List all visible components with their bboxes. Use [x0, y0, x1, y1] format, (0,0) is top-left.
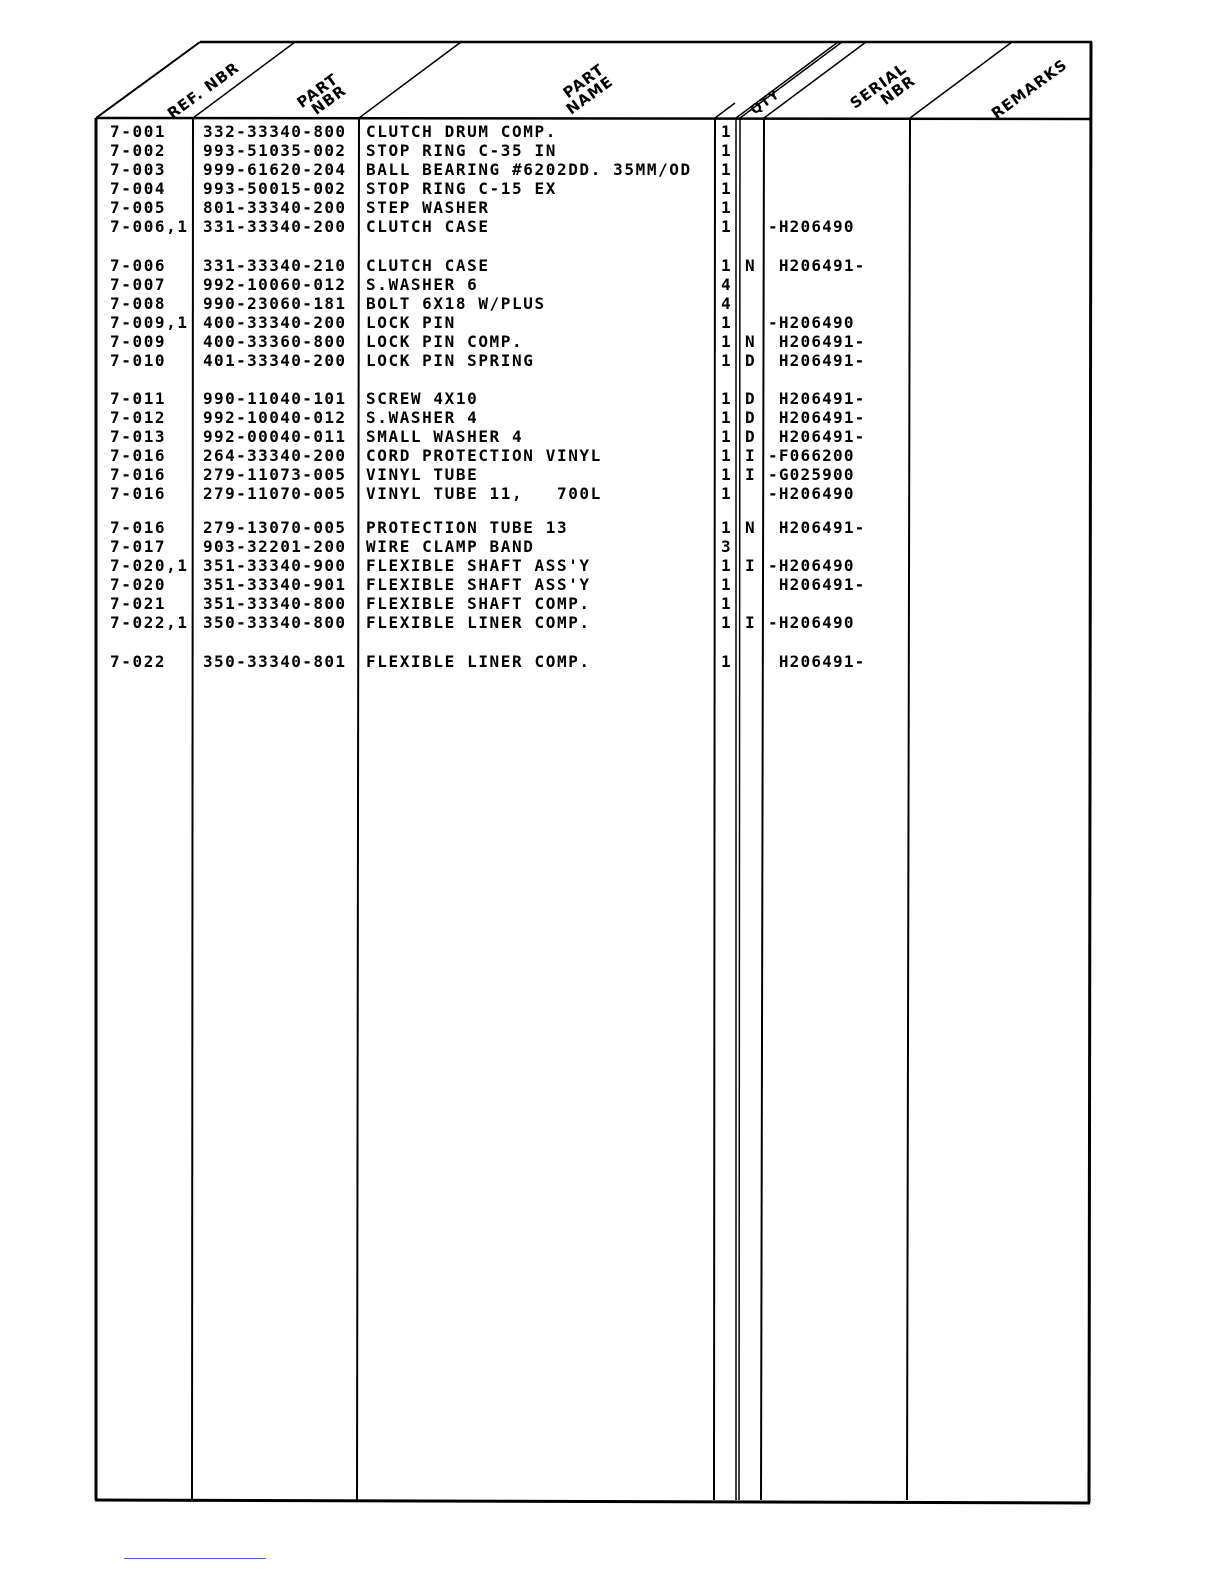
part-name-cell: STEP WASHER	[366, 198, 490, 217]
ref-cell: 7-004	[110, 179, 167, 198]
ref-cell: 7-012	[110, 408, 167, 427]
part-name-cell: SCREW 4X10	[366, 389, 479, 408]
table-row	[0, 427, 1224, 446]
table-row	[0, 613, 1224, 632]
ref-cell: 7-010	[110, 351, 167, 370]
ref-cell: 7-005	[110, 198, 167, 217]
qty-cell: 1	[721, 484, 731, 503]
table-row	[0, 408, 1224, 427]
part-name-cell: S.WASHER 4	[366, 408, 479, 427]
serial-number-cell: -H206490	[768, 556, 855, 575]
serial-number-cell: H206491-	[768, 427, 866, 446]
part-name-cell: CLUTCH CASE	[366, 256, 490, 275]
part-number-cell: 992-10060-012	[203, 275, 347, 294]
part-name-cell: BOLT 6X18 W/PLUS	[366, 294, 546, 313]
ref-cell: 7-013	[110, 427, 167, 446]
part-number-cell: 331-33340-200	[203, 217, 347, 236]
table-row	[0, 537, 1224, 556]
qty-cell: 1	[721, 427, 731, 446]
qty-cell: 4	[721, 275, 731, 294]
qty-cell: 3	[721, 537, 731, 556]
part-number-cell: 993-51035-002	[203, 141, 347, 160]
change-code-cell: I	[745, 446, 755, 465]
part-name-cell: STOP RING C-15 EX	[366, 179, 557, 198]
table-row	[0, 518, 1224, 537]
serial-number-cell: H206491-	[768, 256, 866, 275]
ref-cell: 7-016	[110, 518, 167, 537]
qty-cell: 1	[721, 613, 731, 632]
part-name-cell: CLUTCH CASE	[366, 217, 490, 236]
part-number-cell: 992-00040-011	[203, 427, 347, 446]
qty-cell: 1	[721, 313, 731, 332]
change-code-cell: N	[745, 518, 755, 537]
part-name-cell: FLEXIBLE LINER COMP.	[366, 652, 591, 671]
part-number-cell: 351-33340-800	[203, 594, 347, 613]
part-name-cell: SMALL WASHER 4	[366, 427, 524, 446]
part-name-cell: LOCK PIN	[366, 313, 456, 332]
part-number-cell: 999-61620-204	[203, 160, 347, 179]
ref-cell: 7-011	[110, 389, 167, 408]
qty-cell: 4	[721, 294, 731, 313]
part-number-cell: 279-13070-005	[203, 518, 347, 537]
table-row	[0, 198, 1224, 217]
table-row	[0, 575, 1224, 594]
ref-cell: 7-020	[110, 575, 167, 594]
change-code-cell: N	[745, 256, 755, 275]
qty-cell: 1	[721, 446, 731, 465]
serial-number-cell: H206491-	[768, 408, 866, 427]
part-name-cell: STOP RING C-35 IN	[366, 141, 557, 160]
table-row	[0, 556, 1224, 575]
change-code-cell: I	[745, 556, 755, 575]
part-number-cell: 400-33340-200	[203, 313, 347, 332]
header-serial-nbr: SERIAL NBR	[846, 59, 919, 113]
part-name-cell: FLEXIBLE SHAFT COMP.	[366, 594, 591, 613]
part-name-cell: CORD PROTECTION VINYL	[366, 446, 602, 465]
change-code-cell: I	[745, 465, 755, 484]
table-row	[0, 141, 1224, 160]
qty-cell: 1	[721, 465, 731, 484]
ref-cell: 7-020,1	[110, 556, 189, 575]
part-number-cell: 801-33340-200	[203, 198, 347, 217]
part-name-cell: FLEXIBLE SHAFT ASS'Y	[366, 575, 591, 594]
ref-cell: 7-006	[110, 256, 167, 275]
qty-cell: 1	[721, 575, 731, 594]
part-number-cell: 350-33340-800	[203, 613, 347, 632]
footer-rule	[124, 1558, 266, 1560]
ref-cell: 7-016	[110, 446, 167, 465]
change-code-cell: N	[745, 332, 755, 351]
ref-cell: 7-003	[110, 160, 167, 179]
table-row	[0, 313, 1224, 332]
table-row	[0, 351, 1224, 370]
header-part-nbr: PART NBR	[293, 69, 350, 119]
ref-cell: 7-021	[110, 594, 167, 613]
table-row	[0, 122, 1224, 141]
qty-cell: 1	[721, 556, 731, 575]
ref-cell: 7-001	[110, 122, 167, 141]
serial-number-cell: H206491-	[768, 575, 866, 594]
qty-cell: 1	[721, 198, 731, 217]
part-name-cell: VINYL TUBE 11, 700L	[366, 484, 602, 503]
part-name-cell: WIRE CLAMP BAND	[366, 537, 535, 556]
change-code-cell: D	[745, 351, 755, 370]
qty-cell: 1	[721, 351, 731, 370]
serial-number-cell: -H206490	[768, 313, 855, 332]
serial-number-cell: -H206490	[768, 217, 855, 236]
part-name-cell: LOCK PIN COMP.	[366, 332, 524, 351]
qty-cell: 1	[721, 217, 731, 236]
part-name-cell: VINYL TUBE	[366, 465, 479, 484]
qty-cell: 1	[721, 408, 731, 427]
serial-number-cell: -G025900	[768, 465, 855, 484]
serial-number-cell: H206491-	[768, 389, 866, 408]
table-row	[0, 275, 1224, 294]
header-ref-nbr: REF. NBR	[164, 58, 243, 123]
ref-cell: 7-016	[110, 465, 167, 484]
part-number-cell: 332-33340-800	[203, 122, 347, 141]
table-row	[0, 465, 1224, 484]
part-number-cell: 279-11070-005	[203, 484, 347, 503]
qty-cell: 1	[721, 179, 731, 198]
qty-cell: 1	[721, 518, 731, 537]
ref-cell: 7-007	[110, 275, 167, 294]
qty-cell: 1	[721, 256, 731, 275]
serial-number-cell: H206491-	[768, 518, 866, 537]
part-name-cell: S.WASHER 6	[366, 275, 479, 294]
part-number-cell: 401-33340-200	[203, 351, 347, 370]
table-row	[0, 652, 1224, 671]
part-name-cell: FLEXIBLE SHAFT ASS'Y	[366, 556, 591, 575]
part-name-cell: CLUTCH DRUM COMP.	[366, 122, 557, 141]
table-row	[0, 179, 1224, 198]
ref-cell: 7-016	[110, 484, 167, 503]
qty-cell: 1	[721, 122, 731, 141]
part-number-cell: 992-10040-012	[203, 408, 347, 427]
qty-cell: 1	[721, 652, 731, 671]
part-number-cell: 990-23060-181	[203, 294, 347, 313]
part-number-cell: 990-11040-101	[203, 389, 347, 408]
ref-cell: 7-009	[110, 332, 167, 351]
part-number-cell: 350-33340-801	[203, 652, 347, 671]
table-row	[0, 484, 1224, 503]
serial-number-cell: -H206490	[768, 613, 855, 632]
part-name-cell: FLEXIBLE LINER COMP.	[366, 613, 591, 632]
part-number-cell: 993-50015-002	[203, 179, 347, 198]
part-number-cell: 279-11073-005	[203, 465, 347, 484]
header-remarks: REMARKS	[988, 55, 1071, 123]
part-number-cell: 264-33340-200	[203, 446, 347, 465]
serial-number-cell: H206491-	[768, 351, 866, 370]
part-number-cell: 351-33340-901	[203, 575, 347, 594]
table-row	[0, 160, 1224, 179]
part-name-cell: LOCK PIN SPRING	[366, 351, 535, 370]
table-row	[0, 217, 1224, 236]
qty-cell: 1	[721, 594, 731, 613]
ref-cell: 7-022,1	[110, 613, 189, 632]
change-code-cell: D	[745, 408, 755, 427]
table-row	[0, 294, 1224, 313]
change-code-cell: I	[745, 613, 755, 632]
table-row	[0, 256, 1224, 275]
ref-cell: 7-009,1	[110, 313, 189, 332]
part-number-cell: 351-33340-900	[203, 556, 347, 575]
table-row	[0, 332, 1224, 351]
serial-number-cell: H206491-	[768, 332, 866, 351]
header-part-name: PART NAME	[559, 60, 617, 119]
part-number-cell: 331-33340-210	[203, 256, 347, 275]
table-row	[0, 389, 1224, 408]
ref-cell: 7-006,1	[110, 217, 189, 236]
serial-number-cell: -F066200	[768, 446, 855, 465]
part-name-cell: PROTECTION TUBE 13	[366, 518, 569, 537]
table-row	[0, 594, 1224, 613]
table-row	[0, 446, 1224, 465]
header-qty: QTY	[748, 86, 783, 119]
part-name-cell: BALL BEARING #6202DD. 35MM/OD	[366, 160, 692, 179]
change-code-cell: D	[745, 389, 755, 408]
qty-cell: 1	[721, 141, 731, 160]
ref-cell: 7-002	[110, 141, 167, 160]
ref-cell: 7-022	[110, 652, 167, 671]
part-number-cell: 400-33360-800	[203, 332, 347, 351]
ref-cell: 7-017	[110, 537, 167, 556]
change-code-cell: D	[745, 427, 755, 446]
serial-number-cell: H206491-	[768, 652, 866, 671]
qty-cell: 1	[721, 332, 731, 351]
qty-cell: 1	[721, 160, 731, 179]
serial-number-cell: -H206490	[768, 484, 855, 503]
part-number-cell: 903-32201-200	[203, 537, 347, 556]
qty-cell: 1	[721, 389, 731, 408]
ref-cell: 7-008	[110, 294, 167, 313]
